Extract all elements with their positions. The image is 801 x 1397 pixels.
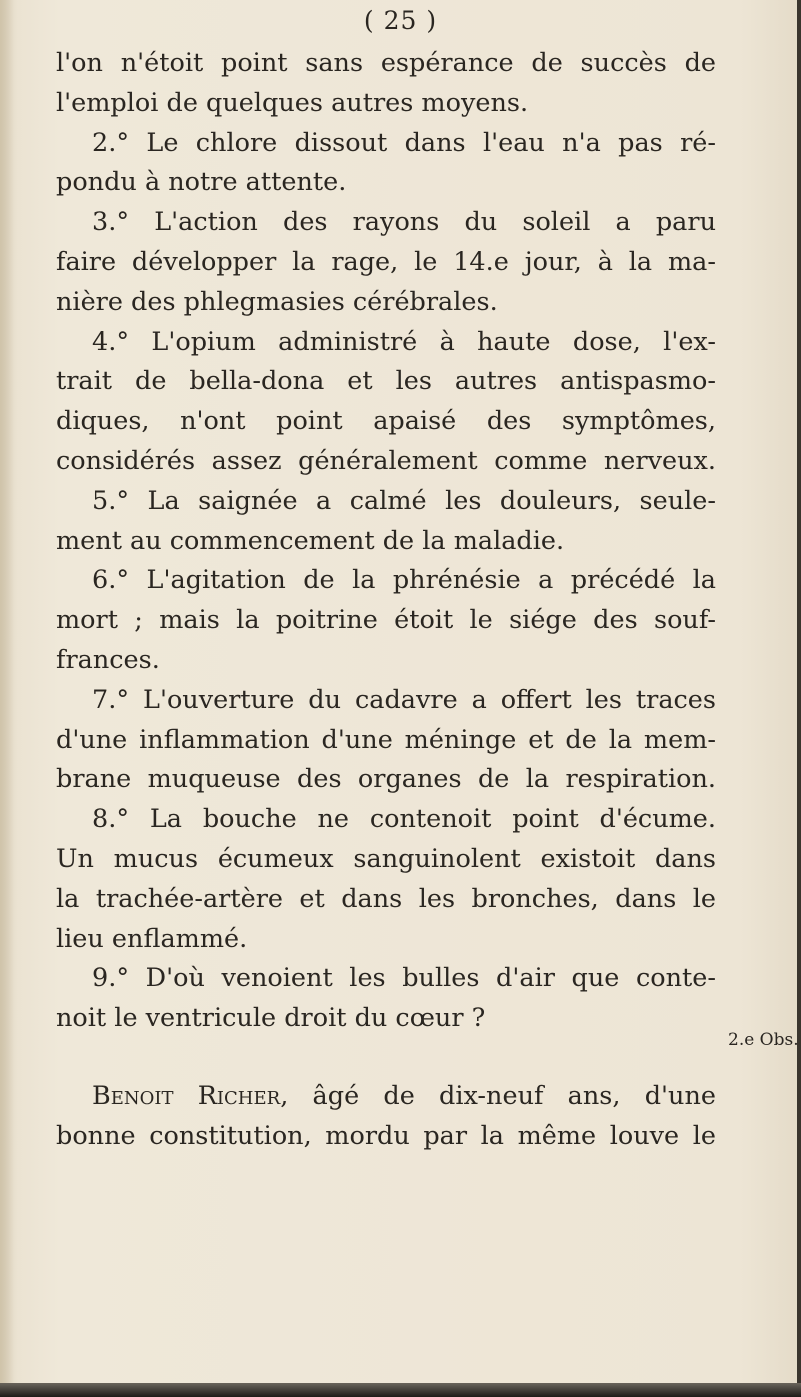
body-text (56, 44, 716, 1157)
text-line: 3.° L'action des rayons du soleil a paru (92, 207, 716, 238)
gutter-shadow (0, 0, 14, 1397)
text-line: lieu enflammé. (56, 923, 248, 954)
text-line: diques, n'ont point apaisé des symptômes, (56, 406, 716, 437)
text-line: Un mucus écumeux sanguinolent existoit dans (56, 843, 716, 874)
observation-line: bonne constitution, mordu par la même louve le (56, 1120, 716, 1151)
observation-name: Benoit Richer (92, 1080, 281, 1111)
text-line: 6.° L'agitation de la phrénésie a précédé la (92, 565, 716, 596)
text-line: d'une inflammation d'une méninge et de la mem- (56, 724, 716, 755)
text-line: 4.° L'opium administré à haute dose, l'ex- (92, 326, 716, 357)
bottom-edge (0, 1383, 801, 1397)
text-line: 7.° L'ouverture du cadavre a offert les traces (92, 684, 716, 715)
text-line: l'on n'étoit point sans espérance de succès de (56, 48, 716, 78)
text-line: la trachée-artère et dans les bronches, dans le (56, 883, 716, 914)
text-line: mort ; mais la poitrine étoit le siége des souf- (56, 605, 716, 636)
text-line: ment au commencement de la maladie. (56, 525, 565, 556)
margin-note: 2.e Obs. (728, 1030, 799, 1050)
text-line: 5.° La saignée a calmé les douleurs, seule- (92, 485, 716, 516)
text-line: 8.° La bouche ne contenoit point d'écume. (92, 804, 716, 835)
text-line: pondu à notre attente. (56, 167, 347, 198)
text-line: brane muqueuse des organes de la respiration. (56, 764, 716, 795)
text-line: nière des phlegmasies cérébrales. (56, 286, 498, 317)
page-edge (797, 0, 801, 1397)
observation-line (56, 1077, 716, 1117)
paragraph-gap (56, 1039, 716, 1077)
observation-line-rest: , âgé de dix-neuf ans, d'une (280, 1080, 716, 1111)
text-line: 2.° Le chlore dissout dans l'eau n'a pas ré- (92, 127, 716, 158)
text-line: faire développer la rage, le 14.e jour, à la ma- (56, 246, 716, 277)
text-line: frances. (56, 644, 160, 675)
text-line: trait de bella-dona et les autres antispasmo- (56, 366, 716, 397)
page-number: ( 25 ) (363, 6, 438, 35)
text-line: noit le ventricule droit du cœur ? (56, 1003, 486, 1034)
text-line: considérés assez généralement comme nerveux. (56, 445, 716, 476)
text-line: l'emploi de quelques autres moyens. (56, 87, 529, 118)
text-line: 9.° D'où venoient les bulles d'air que conte- (92, 963, 716, 994)
